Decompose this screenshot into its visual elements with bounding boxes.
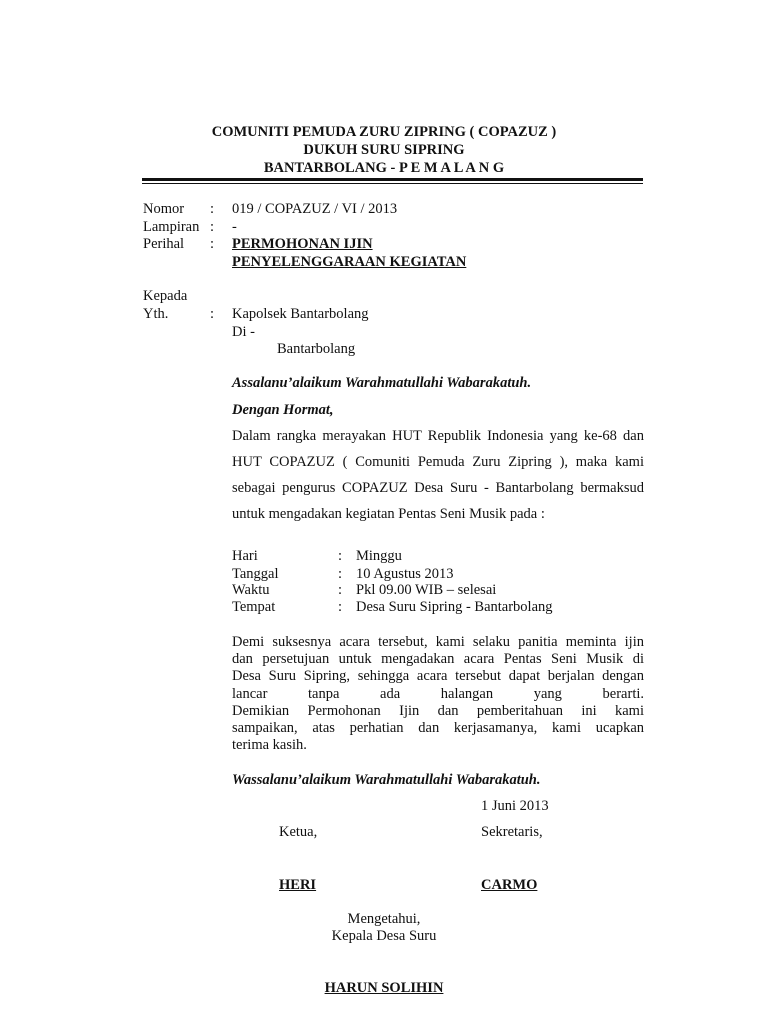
tanggal-value: 10 Agustus 2013 [356,566,454,582]
closing-line-2: dan persetujuan untuk mengadakan acara Pentas Seni Musik di [232,651,644,667]
hari-value: Minggu [356,548,402,564]
nomor-value: 019 / COPAZUZ / VI / 2013 [232,201,398,217]
letter-date: 1 Juni 2013 [481,798,549,814]
waktu-value: Pkl 09.00 WIB – selesai [356,582,497,598]
perihal-colon: : [210,236,215,252]
closing-line-3: Desa Suru Sipring, sehingga acara tersebut dapat berjalan dengan [232,668,644,684]
perihal-label: Perihal [143,236,185,252]
header-divider-thick [142,178,643,181]
perihal-value-line2: PENYELENGGARAAN KEGIATAN [232,254,467,270]
intro-line-1: Dalam rangka merayakan HUT Republik Indonesia yang ke-68 dan [232,428,644,444]
ketua-title: Ketua, [279,824,318,840]
intro-line-3: sebagai pengurus COPAZUZ Desa Suru - Bantarbolang bermaksud [232,480,644,496]
intro-line-2: HUT COPAZUZ ( Comuniti Pemuda Zuru Zipring ), maka kami [232,454,644,470]
recipient-name: Kapolsek Bantarbolang [232,306,369,322]
tanggal-label: Tanggal [232,566,279,582]
closing-line-5: Demikian Permohonan Ijin dan pemberitahuan ini kami [232,703,644,719]
kepala-desa-name: HARUN SOLIHIN [324,980,444,996]
recipient-di: Di - [232,324,255,340]
salam-closing: Wassalanu’alaikum Warahmatullahi Wabarakatuh. [232,772,541,788]
lampiran-value: - [232,219,237,235]
salam-opening: Assalanu’alaikum Warahmatullahi Wabarakatuh. [232,375,532,391]
tempat-colon: : [338,599,343,615]
waktu-label: Waktu [232,582,270,598]
closing-line-4: lancar tanpa ada halangan yang berarti. [232,686,644,702]
waktu-colon: : [338,582,343,598]
closing-line-6: sampaikan, atas perhatian dan kerjasamanya, kami ucapkan [232,720,644,736]
nomor-colon: : [210,201,215,217]
sekretaris-title: Sekretaris, [481,824,543,840]
org-name: COMUNITI PEMUDA ZURU ZIPRING ( COPAZUZ ) [211,124,557,140]
header-divider-thin [142,183,643,184]
kepala-desa-title: Kepala Desa Suru [331,928,437,944]
org-location: BANTARBOLANG - P E M A L A N G [263,160,505,176]
org-hamlet: DUKUH SURU SIPRING [303,142,465,158]
closing-line-1: Demi suksesnya acara tersebut, kami selaku panitia meminta ijin [232,634,644,650]
tanggal-colon: : [338,566,343,582]
dengan-hormat: Dengan Hormat, [232,402,334,418]
nomor-label: Nomor [143,201,185,217]
sekretaris-name: CARMO [481,877,538,893]
lampiran-label: Lampiran [143,219,200,235]
hari-label: Hari [232,548,258,564]
lampiran-colon: : [210,219,215,235]
tempat-value: Desa Suru Sipring - Bantarbolang [356,599,553,615]
perihal-value-line1: PERMOHONAN IJIN [232,236,373,252]
recipient-place: Bantarbolang [277,341,356,357]
ketua-name: HERI [279,877,317,893]
kepada-label: Kepada [143,288,188,304]
closing-line-7: terima kasih. [232,737,307,753]
hari-colon: : [338,548,343,564]
intro-line-4: untuk mengadakan kegiatan Pentas Seni Musik pada : [232,506,545,522]
mengetahui-label: Mengetahui, [347,911,421,927]
tempat-label: Tempat [232,599,276,615]
yth-label: Yth. [143,306,169,322]
yth-colon: : [210,306,215,322]
